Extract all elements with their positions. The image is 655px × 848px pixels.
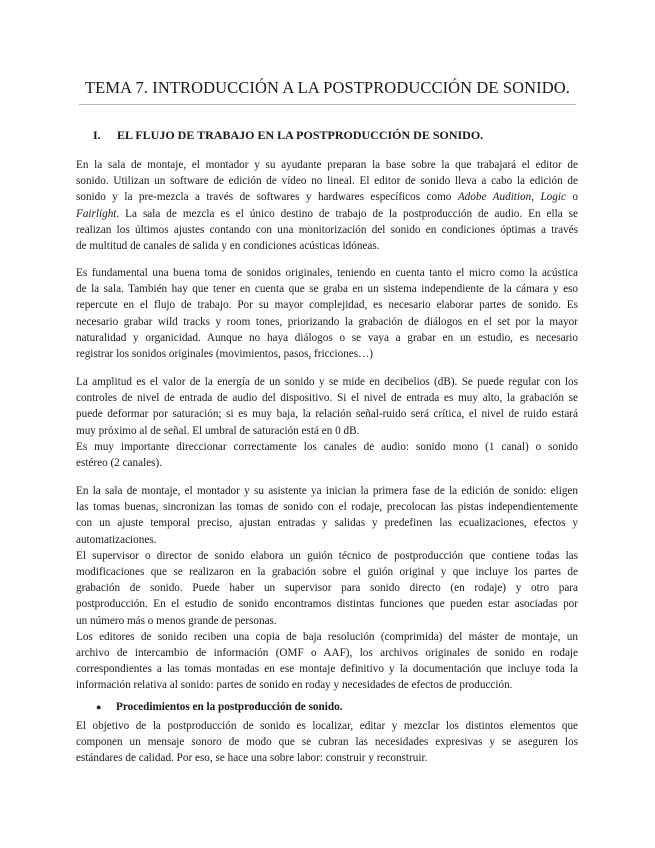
paragraph-line: Es fundamental una buena toma de sonidos originales, teniendo en cuenta tanto el micro como la acústica [76,267,578,279]
paragraph-line: Es muy importante direccionar correctamente los canales de audio: sonido mono (1 canal) o sonido [76,440,578,453]
paragraph-line: las tomas buenas, sincronizan las tomas de sonido con el rodaje, precolocan las pistas independientemente [76,501,578,514]
paragraph-line: un número más o menos grande de personas. [76,614,277,627]
paragraph-line: estándares de calidad. Por eso, se hace una sobre labor: construir y reconstruir. [76,752,428,765]
paragraph-line: de multitud de canales de salida y en condiciones acústicas idóneas. [76,240,380,253]
paragraph-line: con un ajuste temporal preciso, ajustan entradas y salidas y predefinen las ecualizaciones, efectos y [76,517,578,530]
bullet-item [96,701,342,713]
paragraph-line: necesario grabar wild tracks y room tones, priorizando la grabación de diálogos en el set por la mayor [76,315,578,328]
section-heading-text: EL FLUJO DE TRABAJO EN LA POSTPRODUCCIÓN DE SONIDO. [117,128,484,142]
paragraph-line: registrar los sonidos originales (movimientos, pasos, fricciones…) [76,348,374,361]
paragraph-line: El supervisor o director de sonido elabora un guión técnico de postproducción que contiene todas las [76,549,578,562]
paragraph-line: estéreo (2 canales). [76,457,163,470]
paragraph-3 [76,374,578,471]
paragraph-line: postproducción. En el estudio de sonido encontramos distintas funciones que pueden estar asociadas por [76,598,578,611]
paragraph-line: de la sala. También hay que tener en cuenta que se graba en un sistema independiente de la cámara y eso [76,283,578,296]
section-heading [93,128,483,143]
bullet-icon: ● [96,702,102,712]
paragraph-line: repercute en el flujo de trabajo. Por su mayor complejidad, es necesario elaborar partes de sonido. Es [76,299,578,312]
paragraph-line: componen un mensaje sonoro de modo que se cubran las necesidades expresivas y se aseguren los [76,736,578,749]
paragraph-line: naturalidad y organicidad. Aunque no haya diálogos o se vaya a grabar en un estudio, es necesario [76,331,578,344]
paragraph-line: información relativa al sonido: partes de sonido en roday y necesidades de efectos de producción. [76,679,513,692]
paragraph-1 [76,157,578,254]
paragraph-line: La amplitud es el valor de la energía de un sonido y se mide en decibelios (dB). Se puede regular con los [76,376,578,388]
paragraph-line: sonido. Utilizan un software de edición de vídeo no lineal. El editor de sonido lleva a cabo la edición de [76,175,578,188]
paragraph-line: El objetivo de la postproducción de sonido es localizar, editar y mezclar los distintos elementos que [76,720,578,732]
paragraph-line: grabación de sonido. Puede haber un supervisor para sonido directo (en rodaje) y otro para [76,582,578,595]
paragraph-line: automatizaciones. [76,533,157,546]
paragraph-line: correspondientes a las tomas montadas en ese montaje definitivo y la documentación que incluye toda la [76,663,578,676]
paragraph-line: modificaciones que se realizaron en la grabación sobre el guión original y que incluye los partes de [76,566,578,579]
paragraph-line: archivo de intercambio de información (OMF o AAF), los archivos originales de sonido en rodaje [76,647,578,660]
paragraph-line: En la sala de montaje, el montador y su asistente ya inician la primera fase de la edición de sonido: eligen [76,485,578,497]
paragraph-2 [76,265,578,362]
paragraph-line: realizan los últimos ajustes contando con una monitorización del sonido en condiciones óptimas a través [76,223,578,236]
paragraph-line: puede deformar por saturación; si es muy baja, la relación señal-ruido será crítica, el nivel de ruido estará [76,408,578,421]
paragraph-line: sonido y la pre-mezcla a través de softwares y hardwares específicos como Adobe Audition, Logic o [76,191,578,204]
paragraph-4 [76,483,578,694]
paragraph-5 [76,718,578,767]
paragraph-line: Los editores de sonido reciben una copia de baja resolución (comprimida) del máster de montaje, un [76,630,578,643]
title-divider [79,104,576,105]
document-title: TEMA 7. INTRODUCCIÓN A LA POSTPRODUCCIÓN DE SONIDO. [84,78,570,97]
paragraph-line: controles de nivel de entrada de audio del dispositivo. Si el nivel de entrada es muy alto, la grabación se [76,392,578,405]
bullet-text: Procedimientos en la postproducción de sonido. [116,701,343,713]
section-number: I. [93,128,101,142]
paragraph-line: muy próximo al de señal. El umbral de saturación está en 0 dB. [76,424,360,437]
paragraph-line: En la sala de montaje, el montador y su ayudante preparan la base sobre la que trabajará el editor de [76,159,578,171]
paragraph-line: Fairlight. La sala de mezcla es el único destino de trabajo de la postproducción de audio. En ella se [76,207,578,220]
